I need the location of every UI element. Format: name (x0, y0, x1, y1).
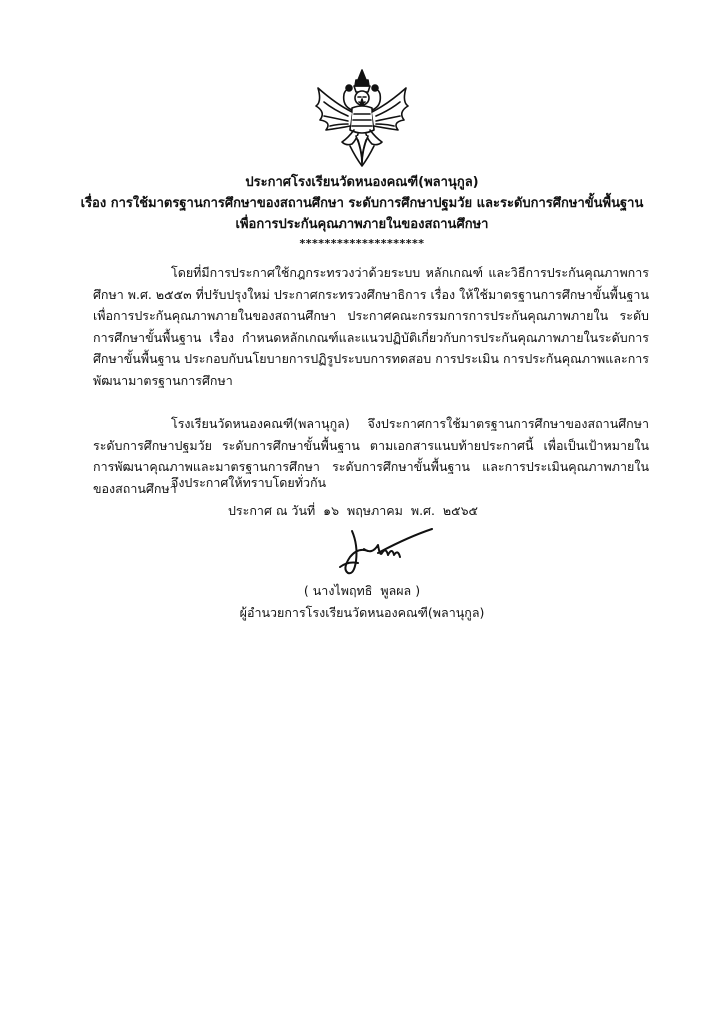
announcement-date: ประกาศ ณ วันที่ ๑๖ พฤษภาคม พ.ศ. ๒๕๖๕ (228, 503, 479, 518)
garuda-emblem-icon (312, 66, 412, 170)
signer-position: ผู้อำนวยการโรงเรียนวัดหนองคณฑี(พลานุกูล) (239, 605, 485, 620)
title-separator: ******************** (299, 237, 425, 250)
body-paragraph-2: โรงเรียนวัดหนองคณฑี(พลานุกูล) จึงประกาศการใช้มาตรฐานการศึกษาของสถานศึกษาระดับการศึกษาปฐมวัย ระดับการศึกษาขั้นพื้นฐาน ตามเอกสารแนบท้ายประกาศนี้ เพื่อเป็นเป้าหมายในการพัฒนาคุณภาพและมาตรฐานการศึกษา ระดับการศึกษาขั้นพื้นฐาน และการประเมินคุณภาพภายในของสถานศึกษา (93, 416, 649, 496)
body-paragraph-1: โดยที่มีการประกาศใช้กฎกระทรวงว่าด้วยระบบ หลักเกณฑ์ และวิธีการประกันคุณภาพการศึกษา พ.ศ. ๒๕๕๓ ที่ปรับปรุงใหม่ ประกาศกระทรวงศึกษาธิการ เรื่อง ให้ใช้มาตรฐานการศึกษาขั้นพื้นฐานเพื่อการประกันคุณภาพภายในของสถานศึกษา ประกาศคณะกรรมการการประกันคุณภาพภายใน ระดับการศึกษาขั้นพื้นฐาน เรื่อง กำหนดหลักเกณฑ์และแนวปฏิบัติเกี่ยวกับการประกันคุณภาพภายในระดับการศึกษาขั้นพื้นฐาน ประกอบกับนโยบายการปฏิรูประบบการทดสอบ การประเมิน การประกันคุณภาพและการพัฒนามาตรฐานการศึกษา (93, 265, 649, 388)
handwritten-signature-icon (338, 527, 434, 579)
announcement-subject-continued: เพื่อการประกันคุณภาพภายในของสถานศึกษา (235, 217, 489, 232)
signer-name: ( นางไพฤทธิ พูลผล ) (303, 583, 421, 598)
closing-statement: จึงประกาศให้ทราบโดยทั่วกัน (171, 475, 327, 490)
announcement-subject: เรื่อง การใช้มาตรฐานการศึกษาของสถานศึกษา ระดับการศึกษาปฐมวัย และระดับการศึกษาขั้นพื้นฐาน (80, 196, 644, 211)
announcement-title: ประกาศโรงเรียนวัดหนองคณฑี(พลานุกูล) (245, 175, 479, 190)
